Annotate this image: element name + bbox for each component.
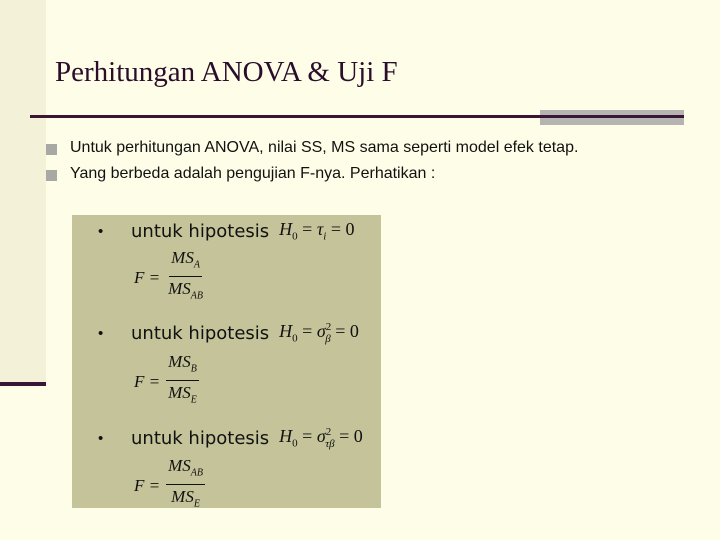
- bullet-item: [46, 164, 578, 190]
- hypothesis-equation: $H_0 = \sigma^2_{\tau\beta} = 0$: [279, 426, 363, 450]
- slide-title: Perhitungan ANOVA & Uji F: [55, 56, 398, 88]
- f-statistic: F = $\frac{MS_B}{MS_E}$: [134, 351, 199, 413]
- fraction: $\frac{MS_{AB}}{MS_E}$: [168, 456, 203, 510]
- bullet-dot-icon: •: [98, 429, 104, 447]
- hypothesis-equation: $H_0 = \tau_i = 0$: [279, 219, 355, 243]
- hypothesis-label: untuk hipotesis: [131, 220, 270, 242]
- sidebar-divider: [0, 382, 46, 386]
- sidebar-strip: [0, 0, 46, 384]
- formula-panel: [72, 215, 381, 508]
- hypothesis-label: untuk hipotesis: [131, 322, 270, 344]
- hypothesis-row: [98, 422, 363, 454]
- f-statistic: F = $\frac{MS_{AB}}{MS_E}$: [134, 455, 205, 517]
- hypothesis-row: [98, 215, 355, 247]
- bullet-text: Untuk perhitungan ANOVA, nilai SS, MS sama seperti model efek tetap.: [70, 139, 579, 156]
- f-statistic: F = $\frac{MS_A}{MS_{AB}}$: [134, 247, 205, 309]
- fraction: $\frac{MS_A}{MS_{AB}}$: [168, 248, 203, 302]
- square-bullet-icon: [46, 144, 57, 155]
- bullet-item: [46, 138, 578, 164]
- square-bullet-icon: [46, 170, 57, 181]
- hypothesis-equation: $H_0 = \sigma^2_\beta = 0$: [279, 321, 359, 345]
- hypothesis-row: [98, 317, 359, 349]
- title-divider: [30, 115, 684, 118]
- bullet-text: Yang berbeda adalah pengujian F-nya. Perhatikan :: [70, 165, 436, 182]
- fraction: $\frac{MS_B}{MS_E}$: [168, 352, 197, 406]
- hypothesis-label: untuk hipotesis: [131, 427, 270, 449]
- bullet-dot-icon: •: [98, 324, 104, 342]
- bullet-list: [46, 138, 578, 190]
- bullet-dot-icon: •: [98, 222, 104, 240]
